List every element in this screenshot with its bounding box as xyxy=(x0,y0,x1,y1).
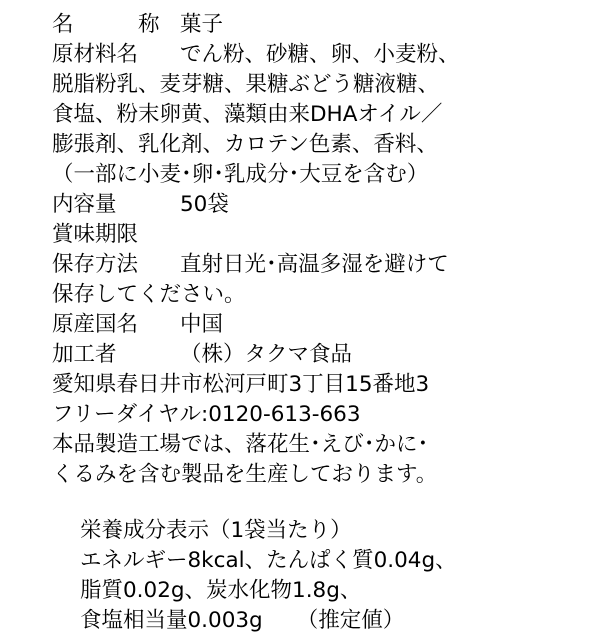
label-term-processor: 加工者 xyxy=(52,342,117,367)
ingredients-cont-2: 食塩、粉末卵黄、藻類由来DHAオイル／ xyxy=(52,102,443,127)
label-term-ingredients: 原材料名 xyxy=(52,42,139,67)
label-term-best-before: 賞味期限 xyxy=(52,222,139,247)
label-term-origin: 原産国名 xyxy=(52,312,139,337)
nutrition-line-3-wrap xyxy=(80,606,574,636)
label-value-name: 菓子 xyxy=(180,12,224,37)
allergen-notice-line-1: 本品製造工場では、落花生･えび･かに･ xyxy=(52,432,429,457)
label-term-storage: 保存方法 xyxy=(52,252,139,277)
nutrition-line-1: エネルギー8kcal、たんぱく質0.04g、 xyxy=(80,548,457,573)
label-row-processor xyxy=(52,340,574,370)
ingredients-cont-3: 膨張剤、乳化剤、カロテン色素、香料、 xyxy=(52,132,438,157)
nutrition-estimate-note: （推定値） xyxy=(296,608,405,633)
label-value-origin: 中国 xyxy=(180,312,224,337)
label-row-name xyxy=(52,10,574,40)
storage-cont: 保存してください。 xyxy=(52,282,246,307)
label-row-origin xyxy=(52,310,574,340)
ingredients-cont-4: （一部に小麦･卵･乳成分･大豆を含む） xyxy=(52,162,429,187)
nutrition-title: 栄養成分表示（1袋当たり） xyxy=(80,518,352,543)
ingredients-cont-1: 脱脂粉乳、麦芽糖、果糖ぶどう糖液糖、 xyxy=(52,72,440,97)
label-value-processor: （株）タクマ食品 xyxy=(180,342,353,367)
label-value-storage: 直射日光･高温多湿を避けて xyxy=(180,252,449,277)
label-row-net-weight xyxy=(52,190,574,220)
label-row-best-before xyxy=(52,220,574,250)
nutrition-facts xyxy=(52,516,574,636)
label-value-ingredients: でん粉、砂糖、卵、小麦粉、 xyxy=(180,42,460,67)
label-term-name: 名 称 xyxy=(52,12,160,37)
label-row-ingredients xyxy=(52,40,574,70)
label-value-net-weight: 50袋 xyxy=(180,192,229,217)
processor-address: 愛知県春日井市松河戸町3丁目15番地3 xyxy=(52,372,430,397)
free-dial-number: フリーダイヤル:0120-613-663 xyxy=(52,402,361,427)
nutrition-line-3: 食塩相当量0.003g xyxy=(80,608,263,633)
label-term-net-weight: 内容量 xyxy=(52,192,117,217)
allergen-notice-line-2: くるみを含む製品を生産しております。 xyxy=(52,462,438,487)
nutrition-line-2: 脂質0.02g、炭水化物1.8g、 xyxy=(80,578,362,603)
label-row-storage xyxy=(52,250,574,280)
